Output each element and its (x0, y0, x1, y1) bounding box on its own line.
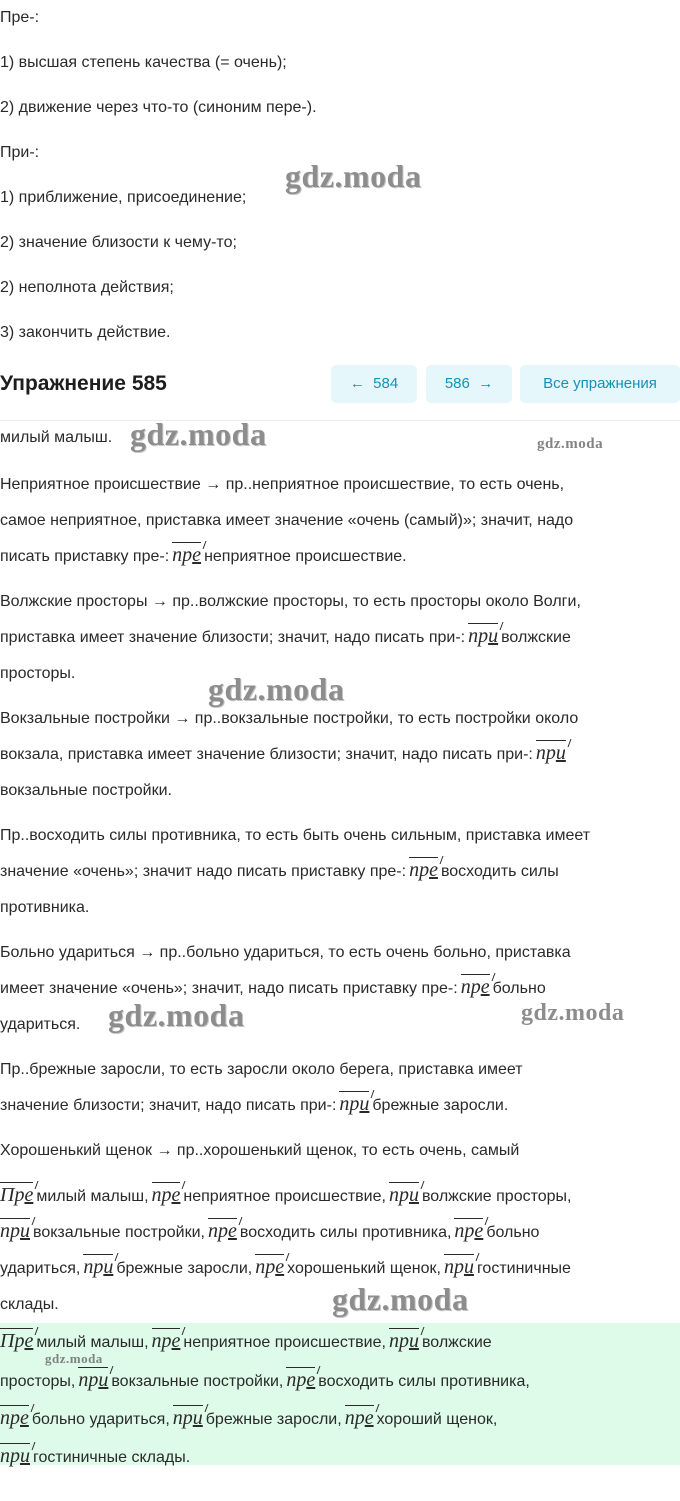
prefix-mark (152, 1328, 181, 1352)
all-exercises-button[interactable]: Все упражнения (520, 365, 680, 403)
text-fragment: вокзальные постройки, (111, 1373, 284, 1390)
rule-pri-1: 1) приближение, присоединение; (0, 189, 247, 206)
text-fragment: е (474, 1220, 484, 1242)
prefix-mark (444, 1254, 474, 1278)
answer-line (0, 1439, 190, 1477)
text-fragment: пр (78, 1369, 99, 1391)
text-fragment: е (171, 1184, 181, 1206)
prefix-mark (78, 1367, 108, 1391)
text-fragment: пр (443, 1256, 464, 1278)
text-fragment: неприятное происшествие, (183, 1188, 386, 1205)
solution-line: самое неприятное, приставка имеет значение «очень (самый)»; значит, надо (0, 512, 574, 529)
text-fragment: пр (0, 1445, 20, 1467)
text-fragment: и (192, 1407, 203, 1429)
prefix-mark (536, 740, 566, 764)
text-fragment: Пр (0, 1330, 25, 1352)
prefix-mark (172, 542, 201, 566)
text-fragment: е (20, 1407, 29, 1429)
rule-pri-2: 2) значение близости к чему-то; (0, 234, 237, 251)
text-fragment: писать приставку пре-: (0, 548, 170, 565)
text-fragment: пр (208, 1220, 228, 1242)
text-fragment: восходить силы противника, (239, 1224, 452, 1241)
text-fragment: и (20, 1220, 30, 1242)
text-fragment: пр (344, 1407, 365, 1429)
watermark: gdz.moda (521, 1000, 625, 1026)
answer-line (0, 1401, 497, 1439)
watermark: gdz.moda (537, 436, 604, 452)
text-fragment: е (429, 859, 438, 881)
text-fragment: просторы, (0, 1373, 76, 1390)
text-fragment: и (20, 1445, 30, 1467)
rule-pri-title: При-: (0, 144, 40, 161)
text-fragment: брежные заросли, (116, 1260, 253, 1277)
next-exercise-button[interactable] (426, 365, 512, 403)
text-fragment: больно удариться, (31, 1411, 170, 1428)
answer-line (0, 1363, 530, 1401)
text-fragment: е (24, 1330, 34, 1352)
text-fragment: вокзала, приставка имеет значение близости; значит, надо писать при-: (0, 746, 533, 763)
prefix-mark (173, 1405, 203, 1429)
prefix-mark (339, 1091, 369, 1115)
text-fragment: пр (460, 976, 481, 998)
text-fragment: пр (409, 859, 430, 881)
text-fragment: значение близости; значит, надо писать при-: (0, 1097, 337, 1114)
arrow-left-icon: ← (349, 375, 365, 392)
watermark: gdz.moda (108, 997, 245, 1033)
solution-line (0, 620, 571, 656)
watermark: gdz.moda (332, 1281, 469, 1317)
text-fragment: Пр (0, 1184, 25, 1206)
prefix-mark (255, 1254, 284, 1278)
prefix-mark (83, 1254, 113, 1278)
text-fragment: е (275, 1256, 285, 1278)
solution-line (0, 737, 569, 773)
solution-line (0, 854, 559, 890)
prefix-mark (461, 974, 490, 998)
text-fragment: пр (286, 1369, 307, 1391)
solution-line: Вокзальные постройки → пр..вокзальные постройки, то есть постройки около (0, 710, 579, 727)
rule-pri-3: 2) неполнота действия; (0, 279, 174, 296)
text-fragment: пр (388, 1330, 409, 1352)
text-fragment: и (98, 1369, 109, 1391)
text-fragment: е (228, 1220, 237, 1242)
prefix-mark (0, 1182, 33, 1206)
solution-line: Пр..восходить силы противника, то есть быть очень сильным, приставка имеет (0, 827, 591, 844)
text-fragment: волжские просторы, (421, 1188, 572, 1205)
text-fragment: милый малыш, (36, 1334, 149, 1351)
text-fragment: е (364, 1407, 374, 1429)
solution-line: Больно удариться → пр..больно удариться, то есть очень больно, приставка (0, 944, 571, 961)
rule-pre-2: 2) движение через что-то (синоним пере-). (0, 99, 317, 116)
text-fragment: е (480, 976, 490, 998)
text-fragment: и (488, 625, 499, 647)
solution-line: вокзальные постройки. (0, 782, 172, 799)
summary-line (0, 1179, 572, 1215)
prefix-mark (409, 857, 438, 881)
text-fragment: неприятное происшествие, (183, 1334, 386, 1351)
text-fragment: и (408, 1330, 419, 1352)
text-fragment: и (408, 1184, 419, 1206)
solution-line: милый малыш. (0, 429, 113, 446)
exercise-title: Упражнение 585 (0, 372, 167, 395)
text-fragment: хорошенький щенок, (287, 1260, 441, 1277)
text-fragment: е (171, 1330, 181, 1352)
prefix-mark (468, 623, 498, 647)
summary-line (0, 1215, 539, 1251)
solution-line (0, 539, 407, 575)
summary-line (0, 1251, 571, 1287)
solution-line: противника. (0, 899, 90, 916)
text-fragment: приставка имеет значение близости; значит, надо писать при-: (0, 629, 466, 646)
text-fragment: пр (468, 625, 489, 647)
text-fragment: пр (151, 1184, 172, 1206)
text-fragment: пр (0, 1220, 20, 1242)
text-fragment: и (555, 742, 566, 764)
text-fragment: волжские (501, 629, 571, 646)
watermark: gdz.moda (285, 158, 422, 194)
text-fragment: восходить силы (440, 863, 559, 880)
prefix-mark (0, 1443, 30, 1467)
text-fragment: е (192, 544, 202, 566)
text-fragment: хороший щенок, (376, 1411, 498, 1428)
text-fragment: пр (83, 1256, 104, 1278)
text-fragment: значение «очень»; значит надо писать приставку пре-: (0, 863, 407, 880)
next-exercise-label: 586 (444, 375, 470, 392)
text-fragment: пр (172, 1407, 193, 1429)
text-fragment: пр (151, 1330, 172, 1352)
prefix-mark (0, 1218, 30, 1242)
text-fragment: брежные заросли. (372, 1097, 509, 1114)
text-fragment: восходить силы противника, (318, 1373, 530, 1390)
watermark: gdz.moda (130, 416, 267, 452)
summary-line: склады. (0, 1296, 59, 1313)
root-mark (562, 739, 571, 747)
text-fragment: е (24, 1184, 34, 1206)
text-fragment: волжские (421, 1334, 492, 1351)
prev-exercise-label: 584 (373, 375, 399, 392)
text-fragment: и (103, 1256, 114, 1278)
watermark: gdz.moda (45, 1351, 103, 1366)
solution-line: удариться. (0, 1016, 81, 1033)
text-fragment: пр (172, 544, 193, 566)
rule-pre-title: Пре-: (0, 9, 40, 26)
arrow-right-icon: → (478, 375, 494, 392)
text-fragment: пр (0, 1407, 20, 1429)
text-fragment: пр (388, 1184, 409, 1206)
solution-line: Хорошенький щенок → пр..хорошенький щенок, то есть очень, самый (0, 1142, 520, 1159)
text-fragment: вокзальные постройки, (33, 1224, 205, 1241)
prev-exercise-button[interactable] (331, 365, 417, 403)
prefix-mark (0, 1405, 29, 1429)
text-fragment: имеет значение «очень»; значит, надо писать приставку пре-: (0, 980, 458, 997)
text-fragment: удариться, (0, 1260, 81, 1277)
text-fragment: больно (492, 980, 546, 997)
text-fragment: и (463, 1256, 474, 1278)
prefix-mark (0, 1328, 33, 1352)
watermark: gdz.moda (208, 671, 345, 707)
solution-line: Волжские просторы → пр..волжские просторы, то есть просторы около Волги, (0, 593, 581, 610)
text-fragment: гостиничные (476, 1260, 571, 1277)
text-fragment: неприятное происшествие. (204, 548, 407, 565)
prefix-mark (286, 1367, 315, 1391)
text-fragment: милый малыш, (36, 1188, 149, 1205)
text-fragment: больно (486, 1224, 540, 1241)
prefix-mark (389, 1328, 419, 1352)
solution-line (0, 971, 546, 1007)
prefix-mark (152, 1182, 181, 1206)
text-fragment: е (306, 1369, 316, 1391)
prefix-mark (389, 1182, 419, 1206)
solution-line: Пр..брежные заросли, то есть заросли около берега, приставка имеет (0, 1061, 523, 1078)
solution-line: просторы. (0, 665, 76, 682)
prefix-mark (454, 1218, 483, 1242)
solution-line: Неприятное происшествие → пр..неприятное происшествие, то есть очень, (0, 476, 565, 493)
text-fragment: и (359, 1093, 370, 1115)
text-fragment: пр (535, 742, 556, 764)
prefix-mark (208, 1218, 237, 1242)
text-fragment: брежные заросли, (205, 1411, 342, 1428)
text-fragment: пр (454, 1220, 475, 1242)
prefix-mark (345, 1405, 374, 1429)
solution-line (0, 1088, 508, 1124)
text-fragment: гостиничные склады. (33, 1449, 191, 1466)
rule-pre-1: 1) высшая степень качества (= очень); (0, 54, 287, 71)
text-fragment: пр (339, 1093, 360, 1115)
text-fragment: пр (255, 1256, 276, 1278)
rule-pri-4: 3) закончить действие. (0, 324, 171, 341)
